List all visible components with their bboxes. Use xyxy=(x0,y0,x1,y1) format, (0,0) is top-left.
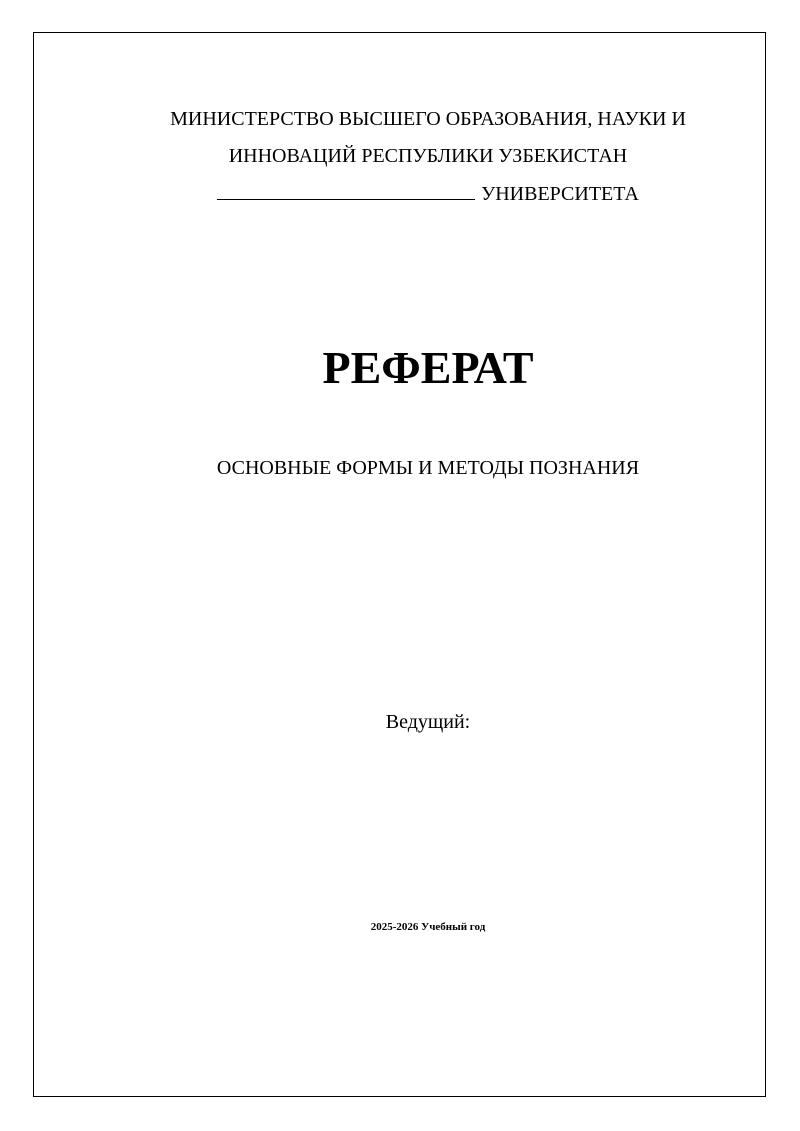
university-name-blank xyxy=(217,181,475,200)
lead-label: Ведущий: xyxy=(385,711,471,733)
document-title: РЕФЕРАТ xyxy=(322,342,534,393)
university-line xyxy=(0,181,800,206)
university-label: УНИВЕРСИТЕТА xyxy=(481,183,639,205)
ministry-line-1: МИНИСТЕРСТВО ВЫСШЕГО ОБРАЗОВАНИЯ, НАУКИ И xyxy=(170,108,686,130)
ministry-line-2: ИННОВАЦИЙ РЕСПУБЛИКИ УЗБЕКИСТАН xyxy=(228,145,628,167)
document-topic: ОСНОВНЫЕ ФОРМЫ И МЕТОДЫ ПОЗНАНИЯ xyxy=(216,457,640,479)
academic-year: 2025-2026 Учебный год xyxy=(370,921,486,933)
